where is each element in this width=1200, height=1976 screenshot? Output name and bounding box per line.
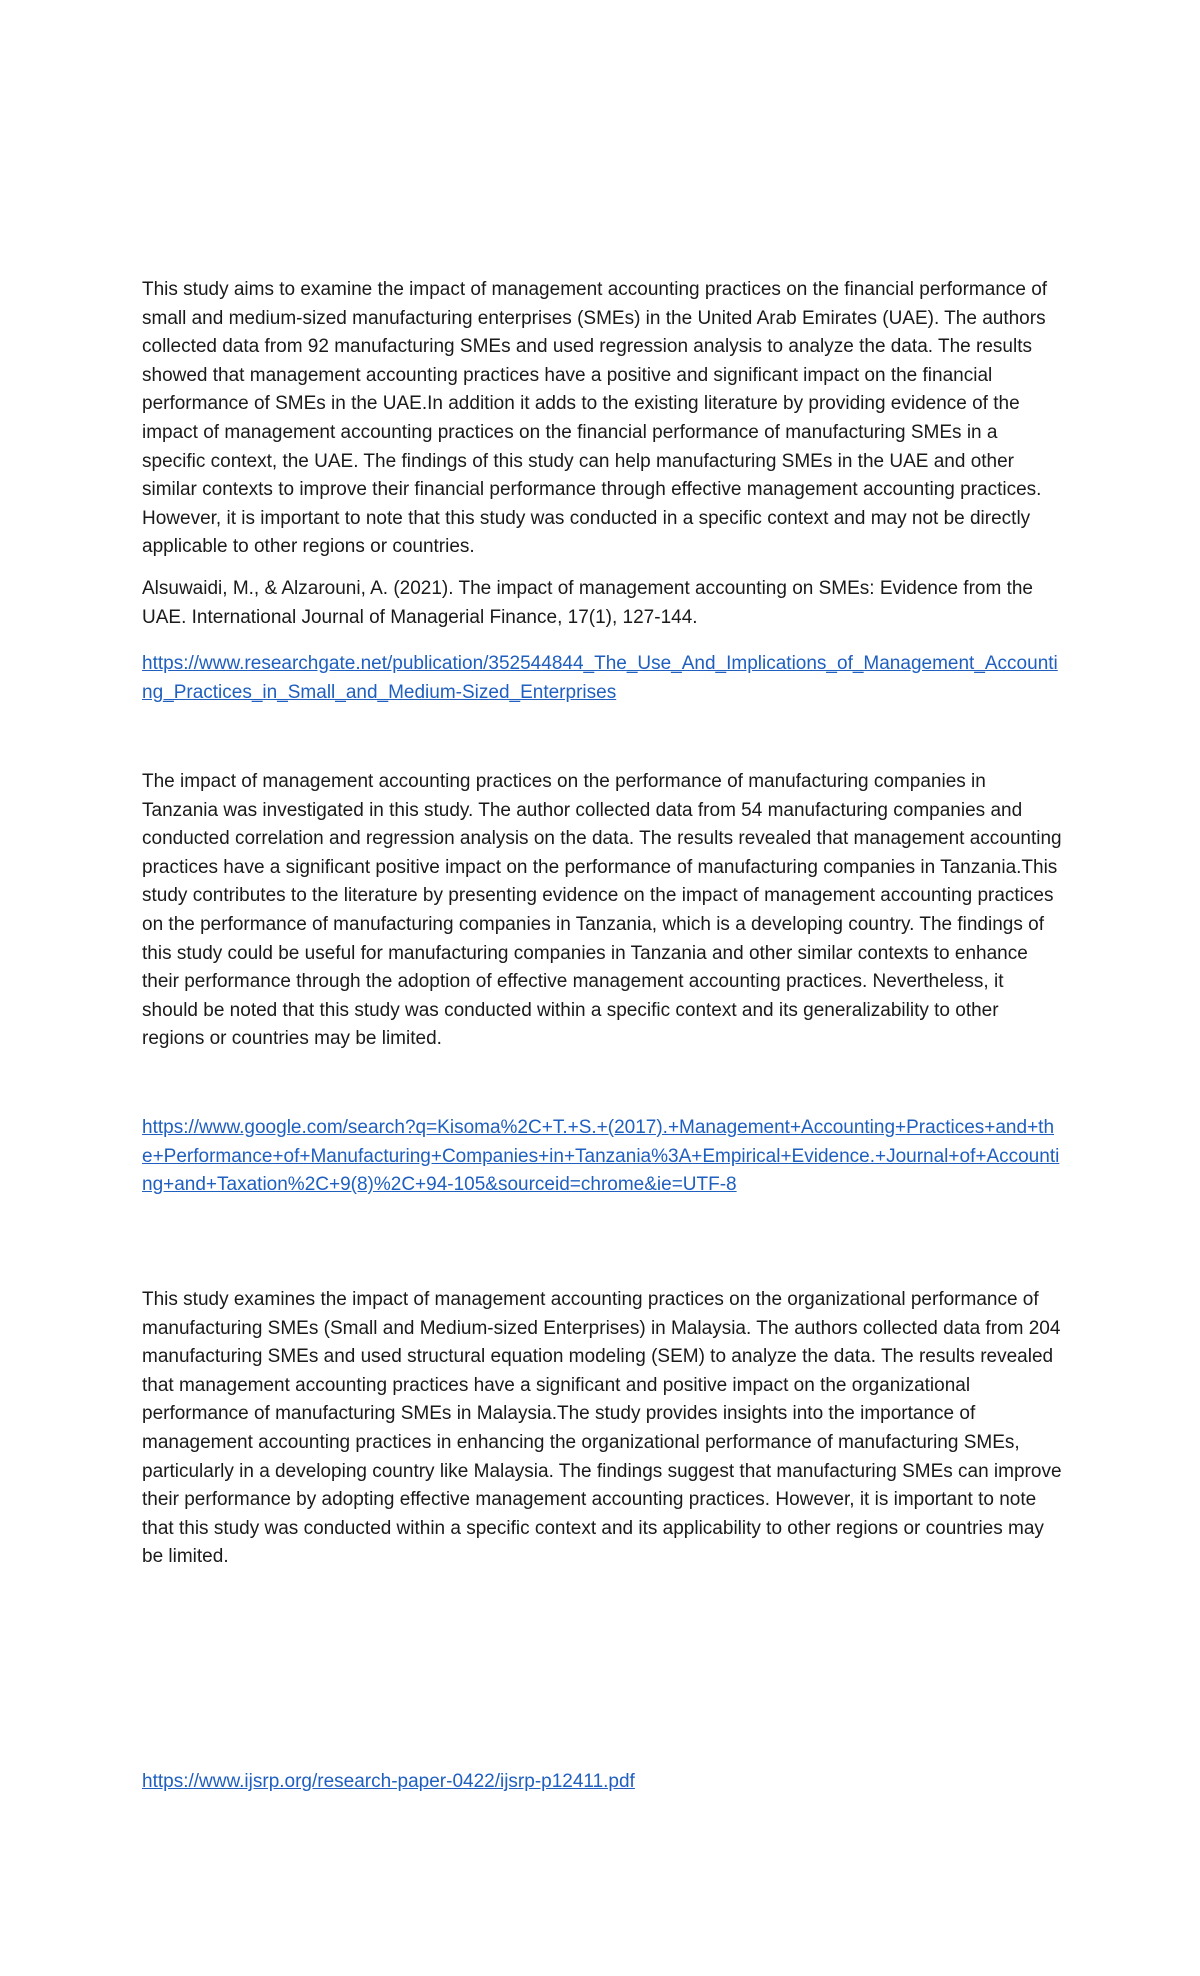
paragraph-malaysia-study: This study examines the impact of management accounting practices on the organizational performance of manufacturing SMEs (Small and Medium-sized Enterprises) in Malaysia. The authors collected data from 204 manufacturing SMEs and used structural equation modeling (SEM) to analyze the data. The results revealed that management accounting practices have a significant and positive impact on the organizational performance of manufacturing SMEs in Malaysia.The study provides insights into the importance of management accounting practices in enhancing the organizational performance of manufacturing SMEs, particularly in a developing country like Malaysia. The findings suggest that manufacturing SMEs can improve their performance by adopting effective management accounting practices. However, it is important to note that this study was conducted within a specific context and its applicability to other regions or countries may be limited. — [142, 1289, 1062, 1568]
ijsrp-link[interactable]: https://www.ijsrp.org/research-paper-0422/ijsrp-p12411.pdf — [142, 1771, 635, 1792]
citation-alsuwaidi: Alsuwaidi, M., & Alzarouni, A. (2021). The impact of management accounting on SMEs: Evidence from the UAE. International Journal of Managerial Finance, 17(1), 127-144. — [142, 578, 1033, 628]
paragraph-uae-study: This study aims to examine the impact of management accounting practices on the financial performance of small and medium-sized manufacturing enterprises (SMEs) in the United Arab Emirates (UAE). The authors collected data from 92 manufacturing SMEs and used regression analysis to analyze the data. The results showed that management accounting practices have a positive and significant impact on the financial performance of SMEs in the UAE.In addition it adds to the existing literature by providing evidence of the impact of management accounting practices on the financial performance of manufacturing SMEs in a specific context, the UAE. The findings of this study can help manufacturing SMEs in the UAE and other similar contexts to improve their financial performance through effective management accounting practices. However, it is important to note that this study was conducted in a specific context and may not be directly applicable to other regions or countries. — [142, 279, 1048, 558]
researchgate-link[interactable]: https://www.researchgate.net/publication/352544844_The_Use_And_Implications_of_Management_Accounting_Practices_in_Small_and_Medium-Sized_Enterprises — [142, 653, 1058, 703]
paragraph-tanzania-study: The impact of management accounting practices on the performance of manufacturing companies in Tanzania was investigated in this study. The author collected data from 54 manufacturing companies and conducted correlation and regression analysis on the data. The results revealed that management accounting practices have a significant positive impact on the performance of manufacturing companies in Tanzania.This study contributes to the literature by presenting evidence on the impact of management accounting practices on the performance of manufacturing companies in Tanzania, which is a developing country. The findings of this study could be useful for manufacturing companies in Tanzania and other similar contexts to enhance their performance through the adoption of effective management accounting practices. Nevertheless, it should be noted that this study was conducted within a specific context and its generalizability to other regions or countries may be limited. — [142, 771, 1062, 1050]
google-search-link[interactable]: https://www.google.com/search?q=Kisoma%2C+T.+S.+(2017).+Management+Accounting+Practices+and+the+Performance+of+Manufacturing+Companies+in+Tanzania%3A+Empirical+Evidence.+Journal+of+Accounting+and+Taxation%2C+9(8)%2C+94-105&sourceid=chrome&ie=UTF-8 — [142, 1117, 1060, 1196]
